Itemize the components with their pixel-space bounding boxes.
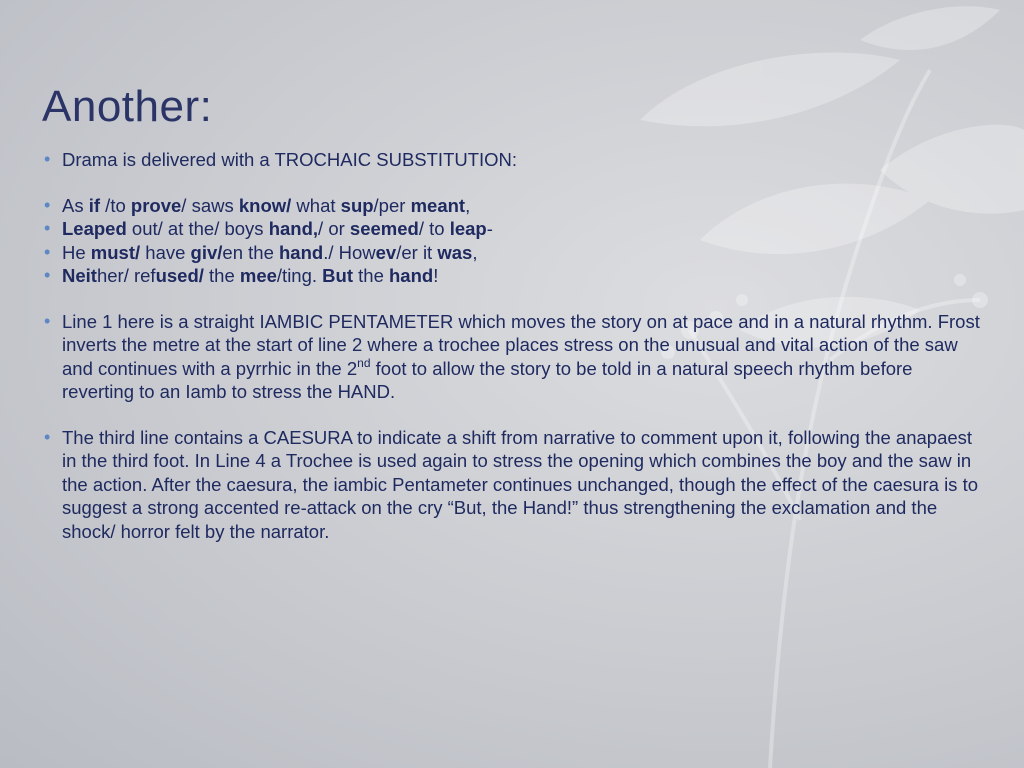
unstressed-text: As [62,194,89,216]
unstressed-text: /per [373,194,411,216]
poem-line-4 [44,264,984,288]
unstressed-text: - [486,218,493,239]
stressed-syllable: mee [239,265,277,286]
stressed-syllable: used/ [155,265,204,286]
unstressed-text: what [291,194,341,216]
stressed-syllable: hand [389,265,434,286]
poem-line-3 [44,241,984,265]
analysis-paragraph-1 [44,310,984,404]
stressed-syllable: giv/ [190,241,223,263]
stressed-syllable: seemed [349,218,419,239]
unstressed-text: , [472,241,478,263]
stressed-syllable: Neit [62,265,97,286]
stressed-syllable: leap [449,218,487,239]
unstressed-text: the [353,265,389,286]
unstressed-text: ! [433,265,439,286]
stressed-syllable: sup [340,194,374,216]
ordinal-suffix: nd [357,355,371,370]
unstressed-text: out/ at the/ boys [126,218,269,239]
unstressed-text: /ting. [276,265,323,286]
unstressed-text: , [465,194,471,216]
analysis-paragraph-2: • The third line contains a CAESURA to indicate a shift from narrative to comment upon it, following the anapaest in the third foot. In Line 4 a Trochee is used again to stress the opening which combines the boy and the saw in the action. After the caesura, the iambic Pentameter continues unchanged, though the effect of the caesura is to suggest a strong accented re-attack on the cry “But, the Hand!” thus strengthening the exclamation and the shock/ horror felt by the narrator. [44,426,984,544]
unstressed-text: en the [222,241,279,263]
unstressed-text: her/ ref [96,265,156,286]
unstressed-text: have [140,241,191,263]
stressed-syllable: know/ [238,194,292,216]
stressed-syllable: hand, [268,218,319,239]
stressed-syllable: prove [130,194,182,216]
unstressed-text: the [203,265,240,286]
stressed-syllable: ev [375,241,397,263]
poem-line-2 [44,217,984,241]
slide-body [44,148,984,543]
stressed-syllable: must/ [90,241,141,263]
stressed-syllable: meant [410,194,466,216]
intro-bullet: • Drama is delivered with a TROCHAIC SUBSTITUTION: [44,148,984,172]
stressed-syllable: Leaped [62,218,127,239]
unstressed-text: / [181,194,187,216]
unstressed-text: He [62,241,91,263]
unstressed-text: ./ How [323,241,376,263]
stressed-syllable: was [437,241,473,263]
poem-line-1 [44,194,984,218]
unstressed-text: /er it [396,241,438,263]
stressed-syllable: hand [279,241,324,263]
stressed-syllable: if [88,194,101,216]
stressed-syllable: But [322,265,353,286]
unstressed-text: /to [100,194,131,216]
analysis-paragraph-1-text-a: Line 1 here is a straight IAMBIC PENTAMETER which moves the story on at pace and in a natural rhythm. Frost inverts the metre at the start of line 2 where a trochee places stress on the unusual and vital action of the saw and continues with a pyrrhic in the 2 [62,310,980,379]
unstressed-text: / or [318,218,350,239]
unstressed-text: / to [418,218,450,239]
analysis-paragraph-1-text-b: foot to allow the story to be told in a natural speech rhythm before reverting to an Iamb to stress the HAND. [62,357,913,402]
slide-title: Another: [42,82,213,131]
unstressed-text: saws [186,194,239,216]
